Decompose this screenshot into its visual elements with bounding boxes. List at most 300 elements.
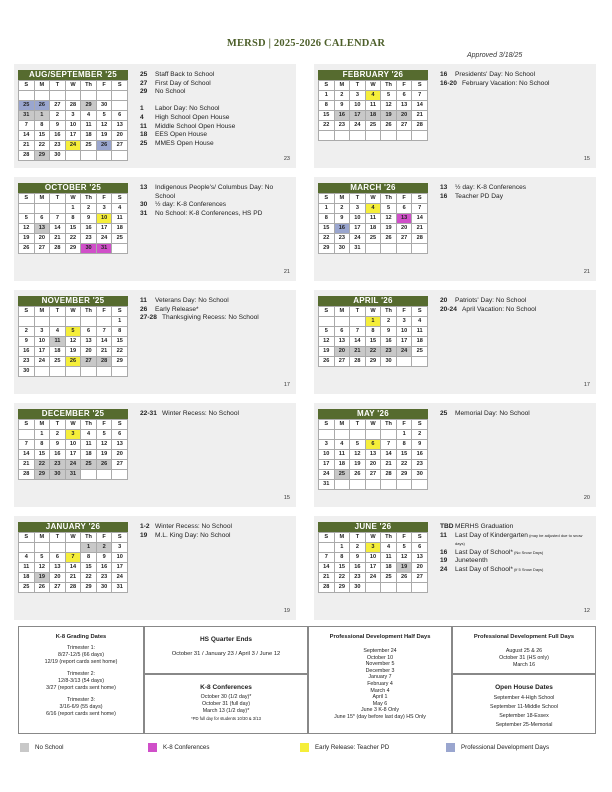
day-cell — [35, 91, 51, 101]
day-cell: 25 — [335, 470, 351, 480]
event-text: Winter Recess: No School — [162, 410, 239, 417]
day-cell: 12 — [66, 337, 82, 347]
weekday-header: W — [366, 533, 382, 543]
day-cell: 7 — [412, 204, 428, 214]
day-cell — [350, 430, 366, 440]
day-cell: 27 — [397, 121, 413, 131]
month-panel — [314, 64, 596, 168]
day-cell: 5 — [381, 204, 397, 214]
weekday-header: S — [112, 420, 128, 430]
weekday-header: W — [366, 420, 382, 430]
day-cell: 14 — [412, 101, 428, 111]
day-cell: 5 — [35, 553, 51, 563]
day-cell: 29 — [366, 357, 382, 367]
day-cell: 13 — [397, 101, 413, 111]
weekday-header: S — [412, 420, 428, 430]
day-cell: 27 — [112, 141, 128, 151]
day-cell: 31 — [319, 480, 335, 490]
day-cell: 15 — [81, 563, 97, 573]
day-cell — [366, 244, 382, 254]
weekday-header: S — [19, 307, 35, 317]
event-item — [140, 123, 290, 132]
day-cell: 17 — [319, 460, 335, 470]
day-cell: 12 — [397, 553, 413, 563]
day-cell: 8 — [35, 440, 51, 450]
day-cell: 25 — [81, 460, 97, 470]
day-cell: 2 — [97, 543, 113, 553]
day-cell: 9 — [350, 553, 366, 563]
day-cell: 4 — [366, 204, 382, 214]
weekday-header: S — [319, 81, 335, 91]
school-day-count: 17 — [583, 382, 590, 388]
day-cell: 10 — [35, 337, 51, 347]
day-cell: 21 — [50, 234, 66, 244]
day-cell: 18 — [81, 131, 97, 141]
day-cell: 27 — [412, 573, 428, 583]
day-cell: 1 — [35, 430, 51, 440]
day-cell: 8 — [335, 553, 351, 563]
day-cell: 29 — [35, 151, 51, 161]
info-line: Trimester 2: — [66, 671, 96, 677]
day-cell: 27 — [50, 101, 66, 111]
hs-quarter-box — [144, 626, 308, 674]
day-cell: 2 — [381, 317, 397, 327]
info-line: October 31 (full day) — [202, 701, 250, 707]
day-cell: 4 — [335, 440, 351, 450]
weekday-header: M — [35, 420, 51, 430]
weekday-header: M — [335, 81, 351, 91]
day-cell — [81, 317, 97, 327]
day-cell: 20 — [366, 460, 382, 470]
day-cell: 8 — [66, 214, 82, 224]
school-day-count: 21 — [583, 269, 590, 275]
day-cell — [412, 583, 428, 593]
school-day-count: 23 — [283, 156, 290, 162]
day-cell — [50, 367, 66, 377]
weekday-header: T — [350, 307, 366, 317]
day-cell: 22 — [366, 347, 382, 357]
day-cell — [350, 480, 366, 490]
day-cell: 13 — [112, 121, 128, 131]
month-grid — [18, 532, 128, 593]
day-cell: 23 — [19, 357, 35, 367]
event-date: 20-24 — [440, 305, 457, 313]
day-cell: 9 — [381, 327, 397, 337]
day-cell — [112, 151, 128, 161]
month-panel — [314, 403, 596, 507]
day-cell: 28 — [66, 101, 82, 111]
month-header: MARCH '26 — [318, 183, 428, 193]
day-cell: 16 — [335, 111, 351, 121]
day-cell: 18 — [81, 450, 97, 460]
day-cell: 15 — [319, 111, 335, 121]
day-cell: 9 — [97, 553, 113, 563]
day-cell — [97, 151, 113, 161]
day-cell: 15 — [35, 131, 51, 141]
weekday-header: Th — [381, 307, 397, 317]
month-header: NOVEMBER '25 — [18, 296, 128, 306]
weekday-header: F — [397, 194, 413, 204]
legend-label: Early Release: Teacher PD — [315, 744, 390, 751]
event-date: 24 — [440, 565, 448, 573]
day-cell: 12 — [381, 214, 397, 224]
event-date: 27 — [140, 79, 148, 87]
day-cell: 16 — [50, 131, 66, 141]
day-cell: 30 — [97, 583, 113, 593]
day-cell — [19, 91, 35, 101]
info-line: November 5 — [365, 661, 395, 668]
day-cell: 17 — [97, 224, 113, 234]
weekday-header: S — [319, 533, 335, 543]
day-cell: 19 — [97, 450, 113, 460]
weekday-header: M — [35, 533, 51, 543]
weekday-header: M — [335, 420, 351, 430]
day-cell: 12 — [350, 450, 366, 460]
weekday-header: M — [35, 307, 51, 317]
day-cell — [112, 101, 128, 111]
event-text: MERHS Graduation — [455, 523, 514, 530]
day-cell: 20 — [112, 131, 128, 141]
month-grid — [318, 306, 428, 367]
day-cell: 21 — [319, 573, 335, 583]
day-cell: 2 — [412, 430, 428, 440]
weekday-header: Th — [381, 194, 397, 204]
day-cell — [66, 543, 82, 553]
event-date: 1-2 — [140, 523, 150, 530]
day-cell — [97, 91, 113, 101]
event-text: Winter Recess: No School — [155, 523, 232, 530]
day-cell — [397, 131, 413, 141]
day-cell: 31 — [97, 244, 113, 254]
day-cell: 7 — [319, 553, 335, 563]
day-cell: 24 — [112, 573, 128, 583]
event-note: (may be adjusted due to snow days) — [455, 532, 583, 547]
day-cell: 20 — [35, 234, 51, 244]
day-cell — [397, 480, 413, 490]
info-line: Trimester 3: — [66, 697, 96, 703]
day-cell: 29 — [35, 470, 51, 480]
day-cell: 15 — [335, 563, 351, 573]
day-cell: 17 — [112, 563, 128, 573]
day-cell: 16 — [335, 224, 351, 234]
day-cell: 11 — [366, 214, 382, 224]
weekday-header: S — [412, 81, 428, 91]
day-cell: 31 — [19, 111, 35, 121]
weekday-header: Th — [81, 194, 97, 204]
event-date: 20 — [440, 297, 448, 304]
day-cell — [381, 430, 397, 440]
day-cell: 30 — [350, 583, 366, 593]
weekday-header: S — [19, 81, 35, 91]
day-cell: 4 — [19, 553, 35, 563]
day-cell: 24 — [350, 234, 366, 244]
event-date: 16-20 — [440, 79, 457, 87]
day-cell: 15 — [397, 450, 413, 460]
month-panel — [14, 403, 296, 507]
day-cell: 1 — [335, 543, 351, 553]
weekday-header: S — [412, 533, 428, 543]
day-cell: 3 — [366, 543, 382, 553]
open-house-title: Open House Dates — [495, 684, 553, 691]
info-line: June 3 K-8 Only — [361, 707, 399, 714]
day-cell: 24 — [350, 121, 366, 131]
legend-swatch — [20, 743, 29, 752]
day-cell: 3 — [397, 317, 413, 327]
event-text — [155, 97, 290, 106]
day-cell: 2 — [335, 204, 351, 214]
day-cell: 6 — [81, 327, 97, 337]
day-cell: 25 — [112, 234, 128, 244]
event-note: (No Snow Days) — [512, 549, 544, 555]
event-item — [140, 210, 290, 219]
legend-swatch — [300, 743, 309, 752]
weekday-header: T — [50, 420, 66, 430]
day-cell: 5 — [66, 327, 82, 337]
month-header: APRIL '26 — [318, 296, 428, 306]
weekday-header: W — [366, 194, 382, 204]
event-date: 4 — [140, 113, 144, 121]
day-cell: 25 — [366, 121, 382, 131]
event-item — [140, 297, 290, 306]
event-item — [140, 314, 290, 323]
event-date: 22-31 — [140, 410, 157, 417]
event-date: 1 — [140, 105, 144, 113]
day-cell: 5 — [397, 543, 413, 553]
day-cell — [350, 131, 366, 141]
day-cell: 22 — [319, 234, 335, 244]
day-cell: 22 — [35, 460, 51, 470]
day-cell: 27 — [35, 244, 51, 254]
weekday-header: T — [350, 81, 366, 91]
day-cell: 30 — [50, 151, 66, 161]
day-cell: 25 — [81, 141, 97, 151]
day-cell: 10 — [366, 553, 382, 563]
day-cell: 21 — [412, 224, 428, 234]
day-cell: 17 — [66, 450, 82, 460]
weekday-header: Th — [381, 81, 397, 91]
school-day-count: 17 — [283, 382, 290, 388]
day-cell — [19, 317, 35, 327]
month-grid — [318, 419, 428, 490]
day-cell: 28 — [350, 357, 366, 367]
info-line: 12/19 (report cards sent home) — [44, 659, 118, 665]
day-cell: 11 — [81, 121, 97, 131]
day-cell: 3 — [66, 430, 82, 440]
day-cell: 19 — [381, 224, 397, 234]
day-cell: 21 — [350, 347, 366, 357]
event-item — [140, 97, 290, 106]
day-cell: 26 — [19, 244, 35, 254]
event-text: Veterans Day: No School — [155, 297, 229, 304]
day-cell: 20 — [397, 111, 413, 121]
weekday-header: W — [66, 307, 82, 317]
day-cell: 2 — [335, 91, 351, 101]
event-item — [440, 532, 590, 549]
event-date: 13 — [140, 184, 148, 191]
weekday-header: W — [366, 307, 382, 317]
hs-quarter-title: HS Quarter Ends — [199, 636, 252, 643]
day-cell: 8 — [35, 121, 51, 131]
event-text: Early Release* — [155, 305, 199, 313]
day-cell: 5 — [319, 327, 335, 337]
day-cell: 29 — [335, 583, 351, 593]
day-cell — [381, 131, 397, 141]
day-cell: 21 — [66, 573, 82, 583]
day-cell: 23 — [335, 234, 351, 244]
day-cell: 10 — [66, 440, 82, 450]
day-cell: 24 — [66, 460, 82, 470]
day-cell: 6 — [366, 440, 382, 450]
day-cell: 8 — [366, 327, 382, 337]
event-date: 16 — [440, 548, 448, 556]
month-header: JUNE '26 — [318, 522, 428, 532]
day-cell: 31 — [112, 583, 128, 593]
day-cell: 10 — [319, 450, 335, 460]
day-cell: 19 — [350, 460, 366, 470]
day-cell: 11 — [112, 214, 128, 224]
open-house-box — [452, 674, 596, 734]
day-cell: 27 — [366, 470, 382, 480]
day-cell: 14 — [381, 450, 397, 460]
day-cell: 30 — [50, 470, 66, 480]
weekday-header: S — [112, 194, 128, 204]
weekday-header: T — [50, 533, 66, 543]
day-cell: 5 — [97, 430, 113, 440]
day-cell: 7 — [19, 121, 35, 131]
day-cell: 14 — [412, 214, 428, 224]
day-cell: 20 — [397, 224, 413, 234]
event-date: 31 — [140, 209, 148, 217]
month-panel — [14, 177, 296, 281]
day-cell: 30 — [19, 367, 35, 377]
weekday-header: S — [319, 420, 335, 430]
weekday-header: W — [66, 194, 82, 204]
day-cell: 1 — [319, 91, 335, 101]
events-list — [440, 184, 590, 201]
event-item — [440, 566, 590, 575]
day-cell: 26 — [97, 460, 113, 470]
pd-full-days-box — [452, 626, 596, 674]
day-cell: 27 — [50, 583, 66, 593]
day-cell: 18 — [366, 111, 382, 121]
day-cell: 30 — [97, 101, 113, 111]
day-cell: 18 — [112, 224, 128, 234]
day-cell — [35, 543, 51, 553]
day-cell: 14 — [50, 224, 66, 234]
day-cell: 15 — [66, 224, 82, 234]
weekday-header: W — [66, 533, 82, 543]
weekday-header: S — [319, 194, 335, 204]
day-cell: 29 — [66, 244, 82, 254]
day-cell: 13 — [335, 337, 351, 347]
event-date: 16 — [440, 71, 448, 78]
events-list — [440, 523, 590, 575]
event-item — [440, 71, 590, 80]
day-cell: 4 — [366, 91, 382, 101]
event-text: EES Open House — [155, 131, 208, 139]
day-cell: 30 — [412, 470, 428, 480]
event-text: First Day of School — [155, 79, 211, 87]
day-cell: 10 — [350, 101, 366, 111]
event-text: February Vacation: No School — [462, 79, 550, 87]
month-panel — [14, 64, 296, 168]
day-cell — [50, 91, 66, 101]
month-grid — [318, 193, 428, 254]
day-cell — [366, 583, 382, 593]
day-cell — [381, 480, 397, 490]
day-cell: 16 — [81, 224, 97, 234]
day-cell: 26 — [35, 101, 51, 111]
day-cell: 17 — [350, 111, 366, 121]
day-cell: 28 — [97, 357, 113, 367]
legend-label: No School — [35, 744, 64, 751]
day-cell: 6 — [335, 327, 351, 337]
day-cell: 17 — [366, 563, 382, 573]
day-cell: 10 — [112, 553, 128, 563]
day-cell: 26 — [350, 470, 366, 480]
day-cell — [19, 430, 35, 440]
month-header: JANUARY '26 — [18, 522, 128, 532]
event-text: MMES Open House — [155, 139, 214, 147]
day-cell: 21 — [19, 141, 35, 151]
day-cell: 22 — [81, 573, 97, 583]
legend-item — [446, 743, 549, 752]
weekday-header: S — [19, 194, 35, 204]
info-line: May 6 — [372, 700, 388, 707]
day-cell: 18 — [335, 460, 351, 470]
approved-date: Approved 3/18/25 — [467, 52, 523, 59]
event-date: 11 — [140, 122, 147, 130]
event-text: Last Day of School* (if 5 Snow Days) — [455, 565, 544, 573]
day-cell: 19 — [397, 563, 413, 573]
day-cell: 30 — [81, 244, 97, 254]
k8-conferences-title: K-8 Conferences — [200, 684, 252, 691]
day-cell: 21 — [412, 111, 428, 121]
day-cell: 10 — [350, 214, 366, 224]
event-date — [140, 97, 155, 106]
event-text: April Vacation: No School — [462, 305, 537, 313]
day-cell: 6 — [397, 91, 413, 101]
info-line: February 4 — [367, 680, 393, 687]
event-text: Juneteenth — [455, 557, 488, 565]
day-cell: 20 — [412, 563, 428, 573]
event-date: 26 — [140, 305, 148, 313]
event-text: Middle School Open House — [155, 122, 236, 130]
day-cell: 9 — [81, 214, 97, 224]
day-cell: 21 — [97, 347, 113, 357]
weekday-header: T — [350, 420, 366, 430]
event-item — [440, 410, 590, 419]
day-cell: 23 — [350, 573, 366, 583]
day-cell: 26 — [66, 357, 82, 367]
event-text: No School: K-8 Conferences, HS PD — [155, 209, 263, 217]
event-date: TBD — [440, 523, 454, 530]
day-cell: 23 — [81, 234, 97, 244]
day-cell: 4 — [112, 204, 128, 214]
day-cell: 14 — [19, 131, 35, 141]
event-date: 25 — [140, 71, 148, 78]
event-date: 18 — [140, 131, 148, 139]
events-list — [440, 71, 590, 88]
school-day-count: 12 — [583, 608, 590, 614]
event-item — [140, 201, 290, 210]
day-cell — [112, 244, 128, 254]
day-cell — [50, 543, 66, 553]
day-cell: 31 — [66, 470, 82, 480]
event-item — [140, 105, 290, 114]
page-title: MERSD | 2025-2026 CALENDAR — [226, 38, 386, 49]
event-text: Indigenous People's/ Columbus Day: No School — [155, 184, 274, 200]
